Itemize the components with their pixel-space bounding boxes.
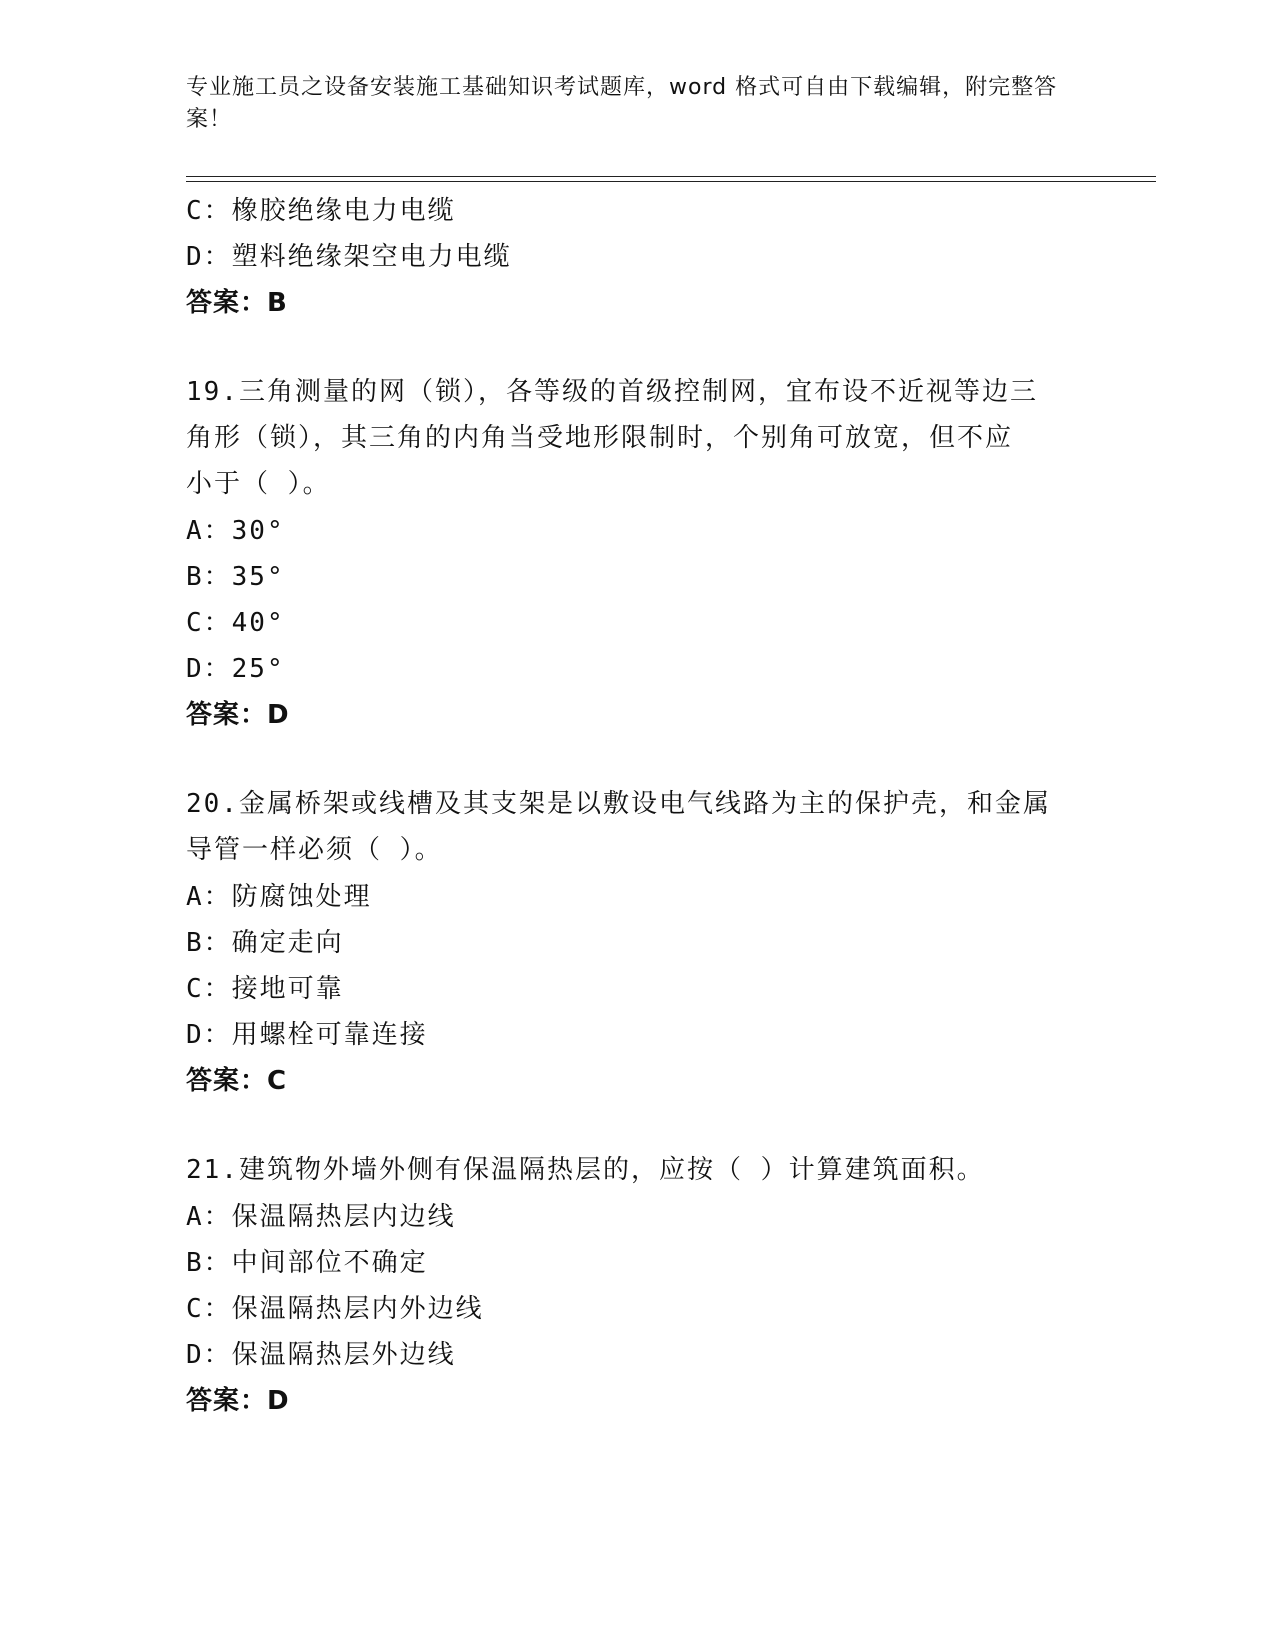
option-b: B：中间部位不确定 xyxy=(186,1248,428,1278)
answer: 答案：B xyxy=(186,288,288,318)
question-text-line: 19.三角测量的网（锁），各等级的首级控制网，宜布设不近视等边三 xyxy=(186,377,1038,407)
question-text-line: 20.金属桥架或线槽及其支架是以敷设电气线路为主的保护壳，和金属 xyxy=(186,789,1051,819)
header-title: 专业施工员之设备安装施工基础知识考试题库，word 格式可自由下载编辑，附完整答案！ xyxy=(186,75,1058,132)
answer: 答案：D xyxy=(186,700,290,730)
question-content xyxy=(186,188,1146,1424)
prev-question-tail xyxy=(186,188,1146,326)
document-header xyxy=(186,72,1076,136)
question-text-line: 21.建筑物外墙外侧有保温隔热层的，应按（ ）计算建筑面积。 xyxy=(186,1155,985,1185)
question-19 xyxy=(186,370,1146,738)
option-c: C：保温隔热层内外边线 xyxy=(186,1294,484,1324)
question-20 xyxy=(186,782,1146,1104)
option-c: C：橡胶绝缘电力电缆 xyxy=(186,196,456,226)
option-d: D：25° xyxy=(186,654,285,684)
header-divider xyxy=(186,176,1156,182)
option-d: D：塑料绝缘架空电力电缆 xyxy=(186,242,512,272)
question-text-line: 小于（ ）。 xyxy=(186,469,331,499)
option-a: A：保温隔热层内边线 xyxy=(186,1202,456,1232)
option-a: A：防腐蚀处理 xyxy=(186,882,372,912)
answer: 答案：C xyxy=(186,1066,288,1096)
option-b: B：确定走向 xyxy=(186,928,344,958)
question-21 xyxy=(186,1148,1146,1424)
option-a: A：30° xyxy=(186,516,285,546)
option-d: D：保温隔热层外边线 xyxy=(186,1340,456,1370)
option-c: C：40° xyxy=(186,608,285,638)
question-text-line: 角形（锁），其三角的内角当受地形限制时，个别角可放宽，但不应 xyxy=(186,423,1014,453)
answer: 答案：D xyxy=(186,1386,290,1416)
option-c: C：接地可靠 xyxy=(186,974,344,1004)
question-text-line: 导管一样必须（ ）。 xyxy=(186,835,443,865)
option-b: B：35° xyxy=(186,562,285,592)
option-d: D：用螺栓可靠连接 xyxy=(186,1020,428,1050)
